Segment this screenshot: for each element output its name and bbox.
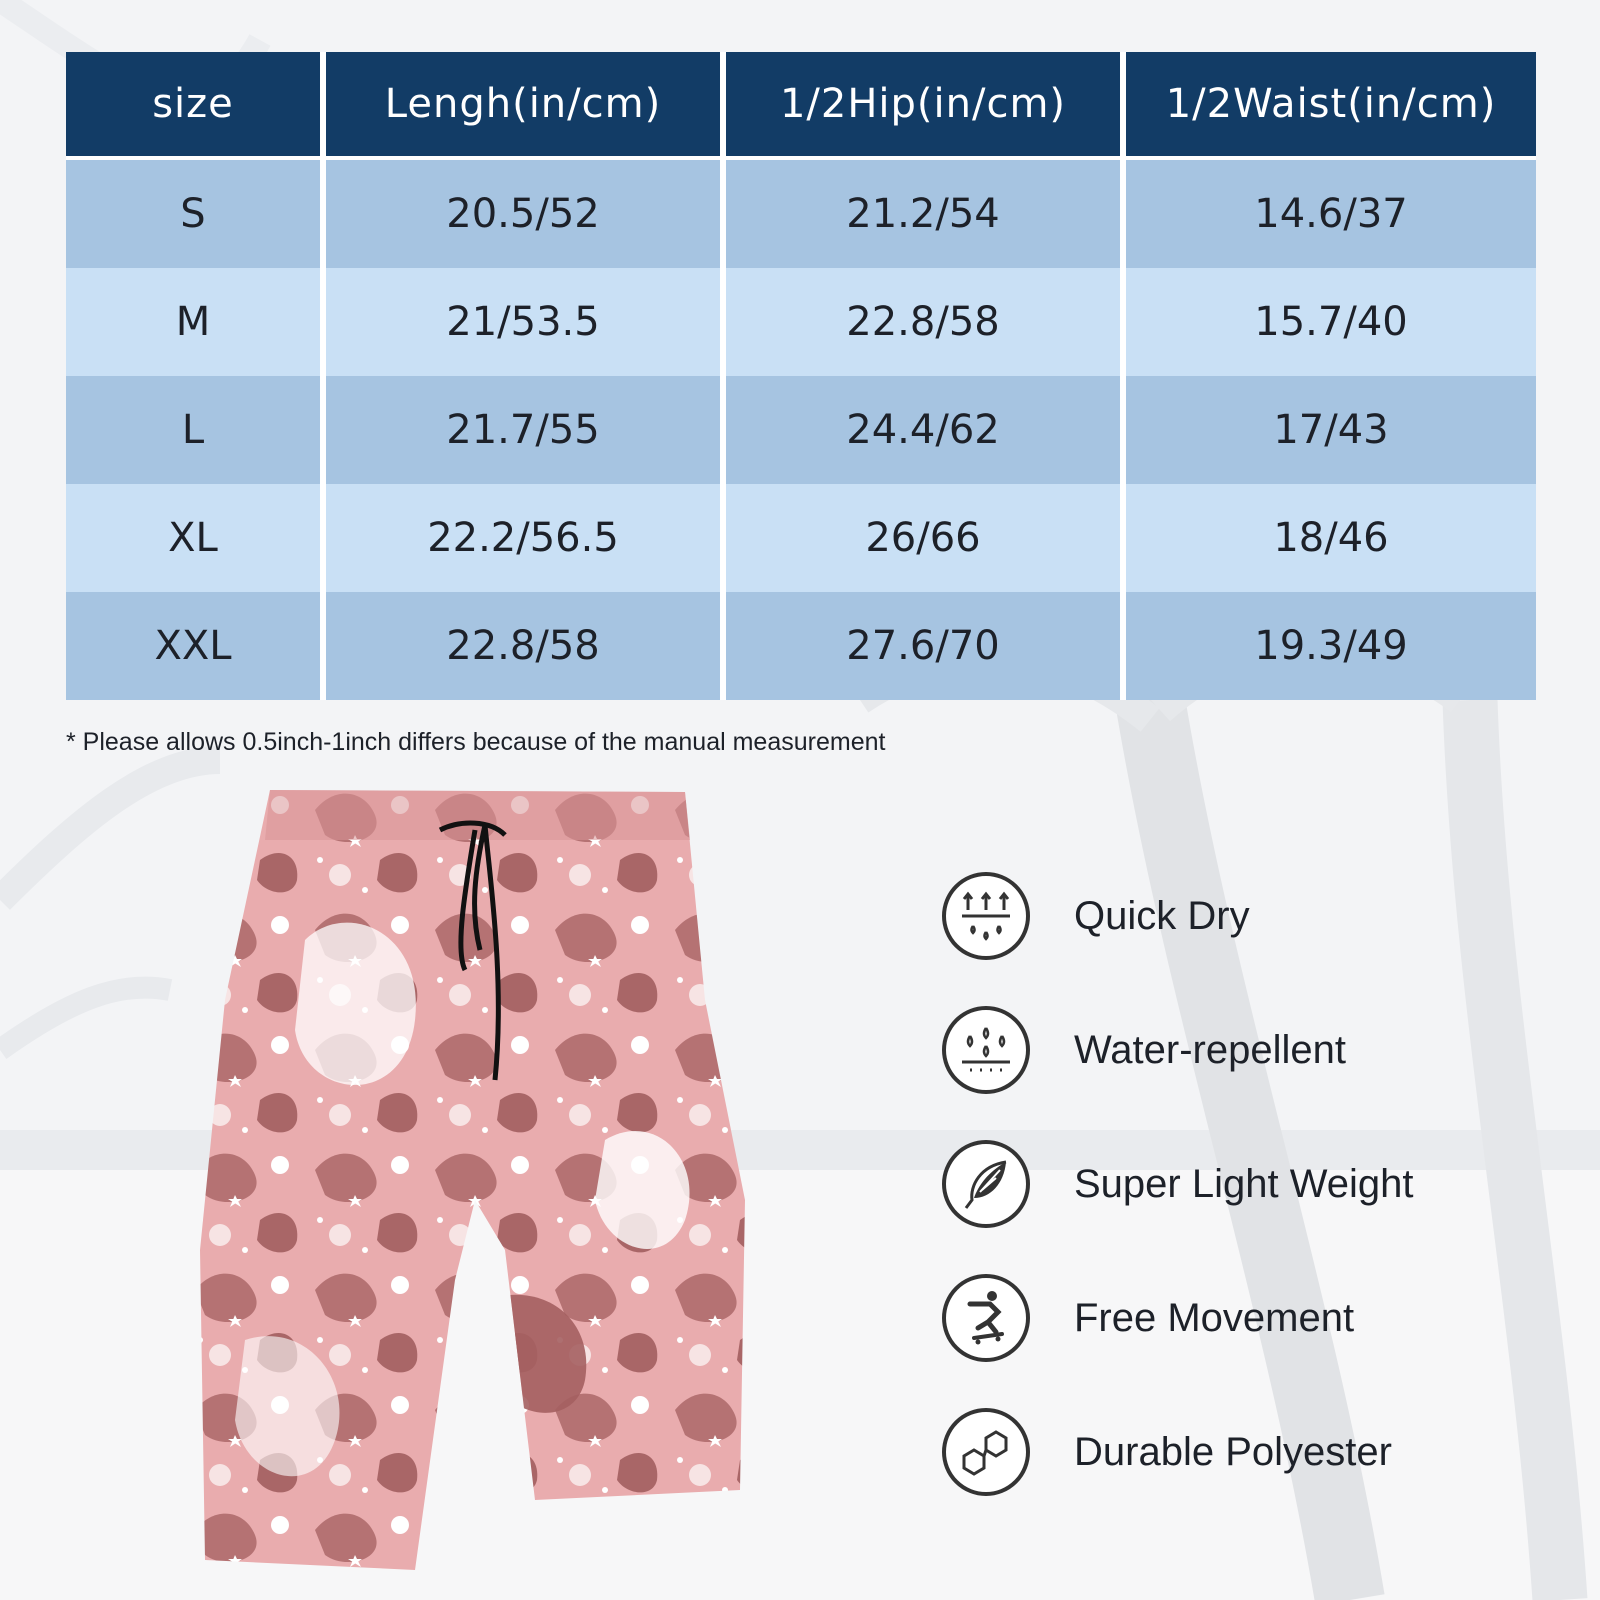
column-header-waist: 1/2Waist(in/cm): [1126, 52, 1536, 160]
feature-item: [940, 1004, 1560, 1096]
water-repellent-icon: [940, 1004, 1032, 1096]
feature-label: Durable Polyester: [1074, 1429, 1392, 1474]
waist-cell: 17/43: [1126, 376, 1536, 484]
molecule-icon: [940, 1406, 1032, 1498]
feature-label: Free Movement: [1074, 1295, 1355, 1340]
waist-cell: 14.6/37: [1126, 160, 1536, 268]
length-cell: 20.5/52: [326, 160, 726, 268]
feature-label: Water-repellent: [1074, 1027, 1346, 1072]
feature-item: [940, 1406, 1560, 1498]
feature-label: Quick Dry: [1074, 893, 1250, 938]
table-row: [66, 592, 1536, 700]
hip-cell: 22.8/58: [726, 268, 1126, 376]
feature-label: Super Light Weight: [1074, 1161, 1414, 1206]
column-header-size: size: [66, 52, 326, 160]
column-header-hip: 1/2Hip(in/cm): [726, 52, 1126, 160]
length-cell: 22.8/58: [326, 592, 726, 700]
quick-dry-icon: [940, 870, 1032, 962]
feather-icon: [940, 1138, 1032, 1230]
table-row: [66, 268, 1536, 376]
size-cell: XL: [66, 484, 326, 592]
table-header-row: [66, 52, 1536, 160]
size-cell: XXL: [66, 592, 326, 700]
feature-item: [940, 1138, 1560, 1230]
column-header-length: Lengh(in/cm): [326, 52, 726, 160]
length-cell: 21.7/55: [326, 376, 726, 484]
size-cell: L: [66, 376, 326, 484]
table-row: [66, 160, 1536, 268]
board-shorts-image: [185, 780, 775, 1580]
length-cell: 21/53.5: [326, 268, 726, 376]
length-cell: 22.2/56.5: [326, 484, 726, 592]
hip-cell: 27.6/70: [726, 592, 1126, 700]
hip-cell: 21.2/54: [726, 160, 1126, 268]
waist-cell: 19.3/49: [1126, 592, 1536, 700]
waist-cell: 18/46: [1126, 484, 1536, 592]
feature-list: [940, 870, 1560, 1540]
table-row: [66, 484, 1536, 592]
hip-cell: 24.4/62: [726, 376, 1126, 484]
skateboarder-icon: [940, 1272, 1032, 1364]
waist-cell: 15.7/40: [1126, 268, 1536, 376]
size-cell: S: [66, 160, 326, 268]
hip-cell: 26/66: [726, 484, 1126, 592]
size-cell: M: [66, 268, 326, 376]
feature-item: [940, 870, 1560, 962]
feature-item: [940, 1272, 1560, 1364]
measurement-note: * Please allows 0.5inch-1inch differs because of the manual measurement: [66, 728, 886, 756]
table-row: [66, 376, 1536, 484]
size-chart-table: [66, 52, 1536, 700]
